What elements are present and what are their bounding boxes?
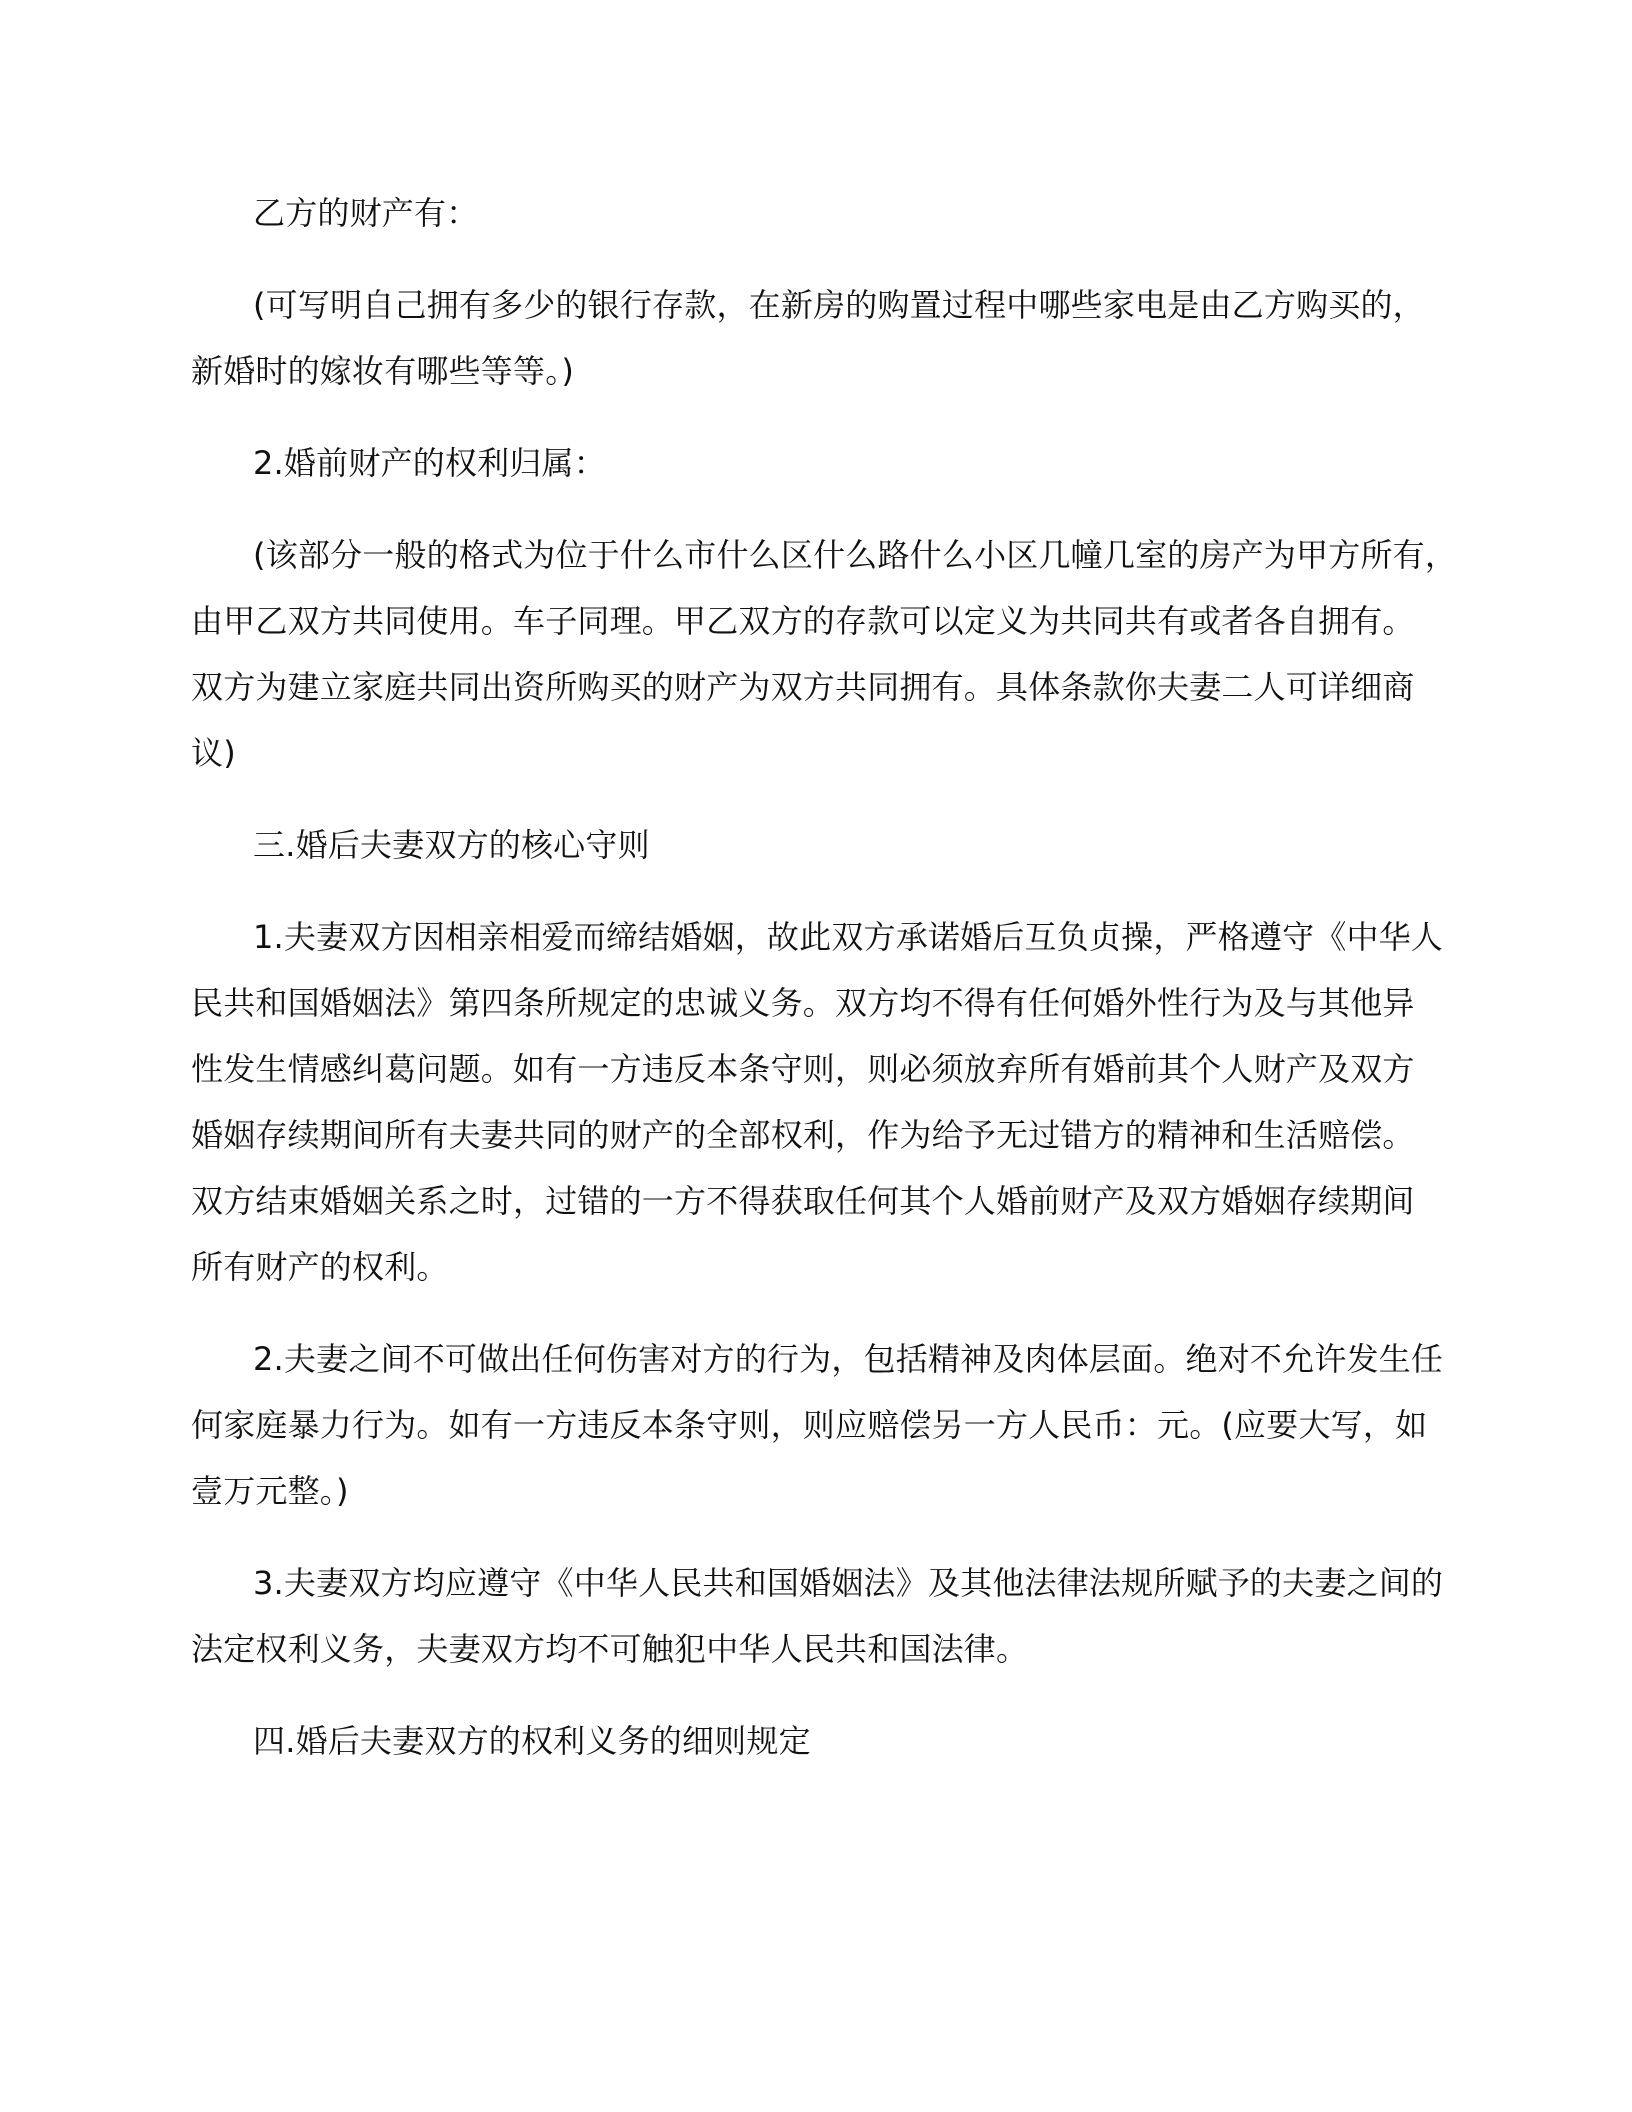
paragraph <box>191 1708 1436 1774</box>
text-line: 2.婚前财产的权利归属： <box>253 444 606 482</box>
paragraph <box>191 904 1444 1300</box>
paragraph <box>191 272 1436 404</box>
text-line: 双方为建立家庭共同出资所购买的财产为双方共同拥有。具体条款你夫妻二人可详细商 <box>191 668 1415 706</box>
paragraph <box>191 430 1436 496</box>
text-line: 3.夫妻双方均应遵守《中华人民共和国婚姻法》及其他法律法规所赋予的夫妻之间的 <box>253 1564 1444 1602</box>
paragraph <box>191 180 1436 246</box>
paragraph <box>191 522 1458 786</box>
text-line: 何家庭暴力行为。如有一方违反本条守则，则应赔偿另一方人民币：元。(应要大写，如 <box>191 1406 1428 1444</box>
text-line: 2.夫妻之间不可做出任何伤害对方的行为，包括精神及肉体层面。绝对不允许发生任 <box>253 1340 1444 1378</box>
text-line: 1.夫妻双方因相亲相爱而缔结婚姻，故此双方承诺婚后互负贞操，严格遵守《中华人 <box>253 918 1444 956</box>
text-line: 法定权利义务，夫妻双方均不可触犯中华人民共和国法律。 <box>191 1630 1029 1668</box>
text-line: 四.婚后夫妻双方的权利义务的细则规定 <box>253 1722 811 1760</box>
text-line: 由甲乙双方共同使用。车子同理。甲乙双方的存款可以定义为共同共有或者各自拥有。 <box>191 602 1415 640</box>
text-line: 议) <box>191 734 236 772</box>
document-body <box>191 180 1458 1800</box>
text-line: 新婚时的嫁妆有哪些等等。) <box>191 352 575 390</box>
text-line: 所有财产的权利。 <box>191 1248 449 1286</box>
text-line: (可写明自己拥有多少的银行存款，在新房的购置过程中哪些家电是由乙方购买的， <box>253 286 1425 324</box>
text-line: 乙方的财产有： <box>253 194 479 232</box>
text-line: 婚姻存续期间所有夫妻共同的财产的全部权利，作为给予无过错方的精神和生活赔偿。 <box>191 1116 1415 1154</box>
text-line: 性发生情感纠葛问题。如有一方违反本条守则，则必须放弃所有婚前其个人财产及双方 <box>191 1050 1415 1088</box>
text-line: 三.婚后夫妻双方的核心守则 <box>253 826 650 864</box>
text-line: 民共和国婚姻法》第四条所规定的忠诚义务。双方均不得有任何婚外性行为及与其他异 <box>191 984 1415 1022</box>
text-line: 壹万元整。) <box>191 1472 349 1510</box>
text-line: (该部分一般的格式为位于什么市什么区什么路什么小区几幢几室的房产为甲方所有， <box>253 536 1458 574</box>
paragraph <box>191 1550 1444 1682</box>
paragraph <box>191 812 1436 878</box>
paragraph <box>191 1326 1444 1524</box>
text-line: 双方结束婚姻关系之时，过错的一方不得获取任何其个人婚前财产及双方婚姻存续期间 <box>191 1182 1415 1220</box>
